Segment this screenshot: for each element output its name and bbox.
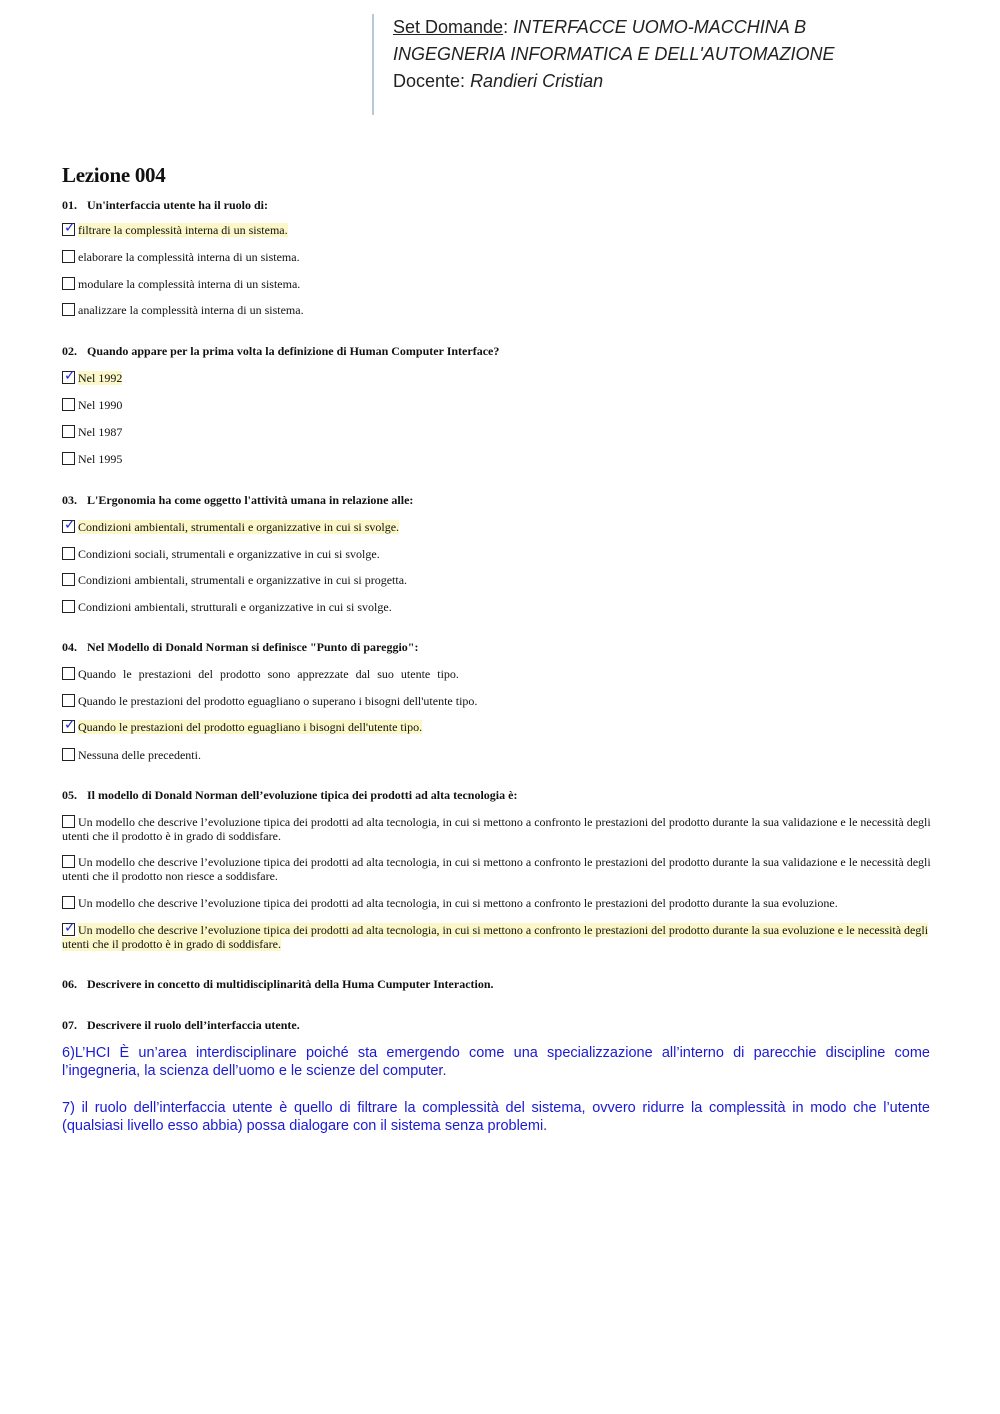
option-02-a[interactable]	[62, 368, 932, 385]
option-text: Nel 1995	[78, 452, 123, 466]
question-03	[62, 493, 413, 508]
question-text: Quando appare per la prima volta la definizione di Human Computer Interface?	[87, 344, 500, 358]
checkbox-icon[interactable]	[62, 748, 75, 761]
question-04	[62, 640, 418, 655]
option-03-a[interactable]	[62, 517, 932, 534]
option-text: Un modello che descrive l’evoluzione tipica dei prodotti ad alta tecnologia, in cui si mettono a confronto le prestazioni del prodotto durante la sua validazione e le necessità degli utenti che il prodotto è in grado di soddisfare.	[62, 815, 931, 843]
question-number: 05.	[62, 788, 77, 802]
teacher-line	[393, 68, 932, 95]
option-text: Condizioni ambientali, strumentali e organizzative in cui si progetta.	[78, 573, 408, 587]
checkbox-icon[interactable]	[62, 717, 76, 733]
option-01-b[interactable]	[62, 250, 932, 264]
option-text: Condizioni sociali, strumentali e organizzative in cui si svolge.	[78, 547, 380, 561]
checkmark-icon: ✓	[64, 717, 76, 733]
checkbox-icon[interactable]	[62, 667, 75, 680]
question-number: 07.	[62, 1018, 77, 1032]
checkbox-icon[interactable]	[62, 573, 75, 586]
checkbox-icon[interactable]	[62, 398, 75, 411]
checkbox-icon[interactable]	[62, 368, 76, 384]
question-01	[62, 198, 268, 213]
option-03-b[interactable]	[62, 547, 932, 561]
teacher-label: Docente:	[393, 71, 466, 91]
option-text: Condizioni ambientali, strutturali e organizzative in cui si svolge.	[78, 600, 392, 614]
checkbox-icon[interactable]	[62, 303, 75, 316]
question-06	[62, 977, 494, 992]
checkbox-icon[interactable]	[62, 855, 75, 868]
checkbox-icon[interactable]	[62, 547, 75, 560]
degree-title: INGEGNERIA INFORMATICA E DELL'AUTOMAZIONE	[393, 44, 835, 64]
question-02	[62, 344, 499, 359]
checkbox-icon[interactable]	[62, 220, 76, 236]
option-text: filtrare la complessità interna di un sistema.	[78, 223, 288, 237]
question-number: 03.	[62, 493, 77, 507]
option-text: Nel 1992	[78, 371, 123, 385]
answer-06: 6)L’HCI È un’area interdisciplinare poiché sta emergendo come una specializzazione all’interno di parecchie discipline come l’ingegneria, la scienza dell’uomo e le scienze del computer.	[62, 1045, 930, 1079]
question-text: Descrivere in concetto di multidisciplinarità della Huma Cumputer Interaction.	[87, 977, 494, 991]
option-text: analizzare la complessità interna di un sistema.	[78, 303, 304, 317]
checkmark-icon: ✓	[64, 220, 76, 236]
question-number: 01.	[62, 198, 77, 212]
checkbox-icon[interactable]	[62, 920, 76, 936]
teacher-name: Randieri Cristian	[470, 71, 604, 91]
option-01-a[interactable]	[62, 220, 932, 237]
question-text: Il modello di Donald Norman dell’evoluzione tipica dei prodotti ad alta tecnologia è:	[87, 788, 518, 802]
question-05	[62, 788, 517, 803]
question-text: Nel Modello di Donald Norman si definisce "Punto di pareggio":	[87, 640, 419, 654]
option-text: Condizioni ambientali, strumentali e organizzative in cui si svolge.	[78, 520, 400, 534]
option-04-b[interactable]	[62, 694, 932, 708]
question-text: Descrivere il ruolo dell’interfaccia utente.	[87, 1018, 300, 1032]
question-number: 04.	[62, 640, 77, 654]
checkbox-icon[interactable]	[62, 250, 75, 263]
option-01-c[interactable]	[62, 277, 932, 291]
checkbox-icon[interactable]	[62, 815, 75, 828]
document-header	[372, 14, 932, 115]
option-text: Nel 1987	[78, 425, 123, 439]
question-set-line	[393, 14, 932, 41]
checkbox-icon[interactable]	[62, 600, 75, 613]
option-text: Un modello che descrive l’evoluzione tipica dei prodotti ad alta tecnologia, in cui si mettono a confronto le prestazioni del prodotto durante la sua evoluzione.	[78, 896, 838, 910]
option-text: modulare la complessità interna di un sistema.	[78, 277, 301, 291]
option-text: Quando le prestazioni del prodotto eguagliano o superano i bisogni dell'utente tipo.	[78, 694, 478, 708]
question-text: Un'interfaccia utente ha il ruolo di:	[87, 198, 268, 212]
option-04-d[interactable]	[62, 748, 932, 762]
question-number: 02.	[62, 344, 77, 358]
option-text: Un modello che descrive l’evoluzione tipica dei prodotti ad alta tecnologia, in cui si mettono a confronto le prestazioni del prodotto durante la sua evoluzione e le necessità degli utenti che il prodotto è in grado di soddisfare.	[62, 923, 929, 951]
option-03-d[interactable]	[62, 600, 932, 614]
course-title: INTERFACCE UOMO-MACCHINA B	[513, 17, 807, 37]
checkbox-icon[interactable]	[62, 517, 76, 533]
checkbox-icon[interactable]	[62, 896, 75, 909]
question-number: 06.	[62, 977, 77, 991]
checkmark-icon: ✓	[64, 517, 76, 533]
option-03-c[interactable]	[62, 573, 932, 587]
option-05-c[interactable]	[62, 896, 932, 910]
checkbox-icon[interactable]	[62, 425, 75, 438]
option-text: Nel 1990	[78, 398, 123, 412]
option-04-c[interactable]	[62, 717, 932, 734]
lesson-title: Lezione 004	[62, 163, 166, 187]
checkbox-icon[interactable]	[62, 277, 75, 290]
option-02-d[interactable]	[62, 452, 932, 466]
set-label: Set Domande	[393, 17, 504, 37]
option-02-b[interactable]	[62, 398, 932, 412]
option-01-d[interactable]	[62, 303, 932, 317]
option-02-c[interactable]	[62, 425, 932, 439]
option-05-a[interactable]	[62, 815, 932, 843]
answer-07: 7) il ruolo dell’interfaccia utente è quello di filtrare la complessità del sistema, ovvero ridurre la complessità in modo che l’utente (qualsiasi livello esso abbia) possa dialogare con il sistema senza problemi.	[62, 1100, 930, 1134]
question-07	[62, 1018, 300, 1033]
option-text: Nessuna delle precedenti.	[78, 748, 201, 762]
question-text: L'Ergonomia ha come oggetto l'attività umana in relazione alle:	[87, 493, 414, 507]
option-04-a[interactable]	[62, 667, 932, 681]
option-text: Un modello che descrive l’evoluzione tipica dei prodotti ad alta tecnologia, in cui si mettono a confronto le prestazioni del prodotto durante la sua validazione e le necessità degli utenti che il prodotto non riesce a soddisfare.	[62, 855, 931, 883]
checkbox-icon[interactable]	[62, 694, 75, 707]
set-separator: :	[503, 17, 509, 37]
checkbox-icon[interactable]	[62, 452, 75, 465]
option-05-b[interactable]	[62, 855, 932, 883]
option-text: Quando le prestazioni del prodotto sono apprezzate dal suo utente tipo.	[78, 667, 459, 681]
checkmark-icon: ✓	[64, 368, 76, 384]
option-text: Quando le prestazioni del prodotto eguagliano i bisogni dell'utente tipo.	[78, 720, 423, 734]
option-05-d[interactable]	[62, 920, 932, 951]
checkmark-icon: ✓	[64, 920, 76, 936]
option-text: elaborare la complessità interna di un sistema.	[78, 250, 300, 264]
